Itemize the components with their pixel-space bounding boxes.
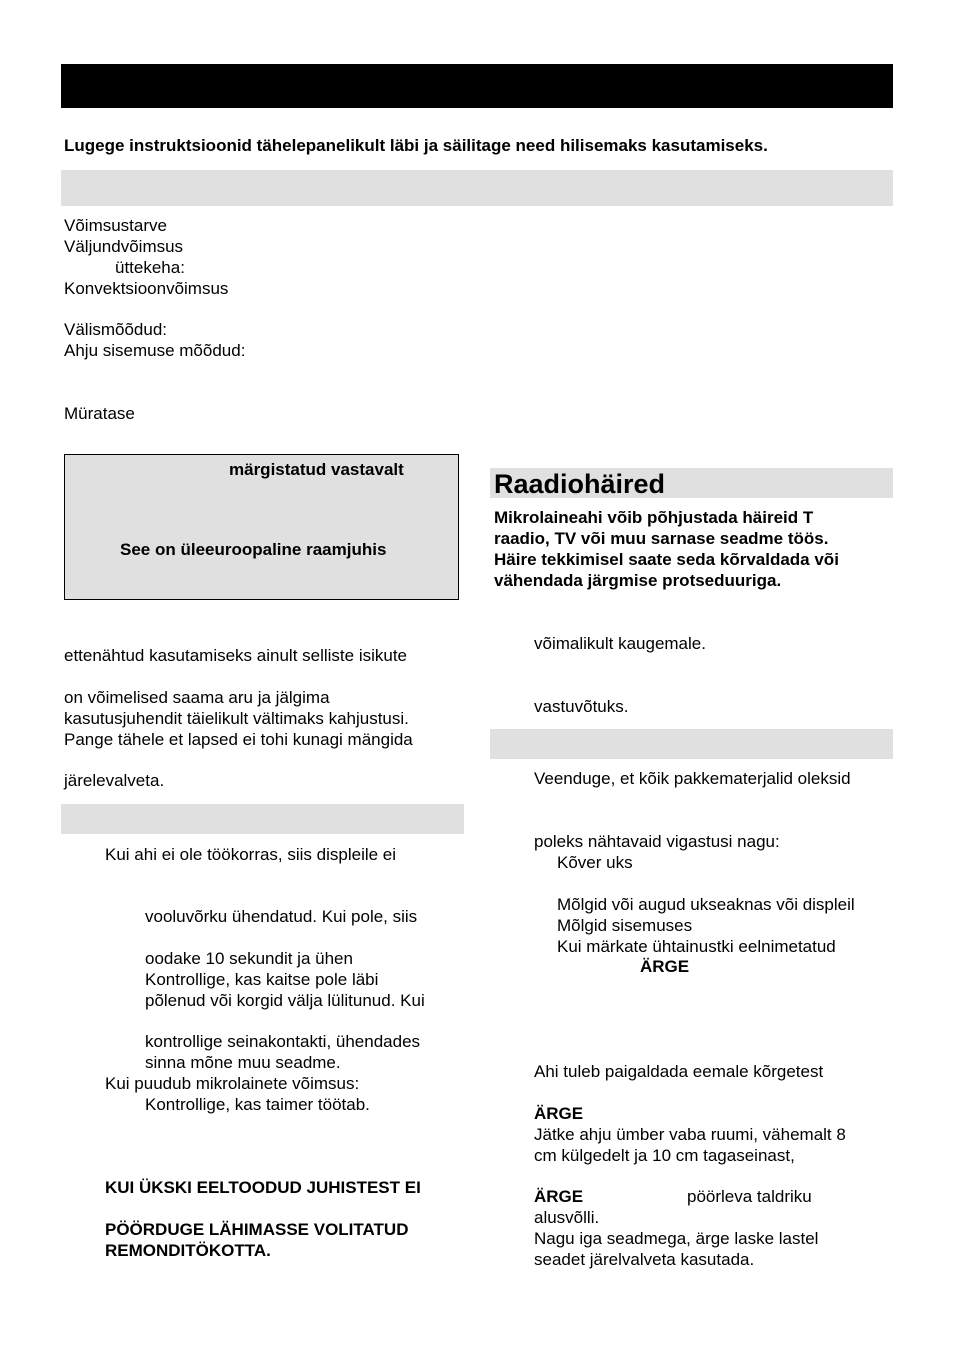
install-place-1: Ahi tuleb paigaldada eemale kõrgetest (534, 1062, 824, 1081)
install-space-2: cm külgedelt ja 10 cm tagaseinast, (534, 1146, 795, 1165)
install-item-3: Mõlgid sisemuses (557, 916, 693, 935)
spec-noise: Müratase (64, 404, 135, 423)
install-arge-1: ÄRGE (640, 957, 690, 976)
ts-step-2b: Kontrollige, kas kaitse pole läbi (145, 970, 379, 989)
notice-line-2: See on üleeuroopaline raamjuhis (120, 540, 387, 559)
radio-title: Raadiohäired (494, 469, 666, 499)
radio-para-2: raadio, TV või muu sarnase seadme töös. (494, 529, 829, 548)
usage-line-3: kasutusjuhendit täielikult vältimaks kahjustusi. (64, 709, 409, 728)
radio-step-2: vastuvõtuks. (534, 697, 629, 716)
spec-power-input: Võimsustarve (64, 216, 167, 235)
ts-step-3b: sinna mõne muu seadme. (145, 1053, 341, 1072)
intro-text: Lugege instruktsioonid tähelepanelikult läbi ja säilitage need hilisemaks kasutamiseks. (64, 136, 768, 155)
ts-step-2a: oodake 10 sekundit ja ühen (145, 949, 353, 968)
install-arge-3: ÄRGE (534, 1187, 584, 1206)
ts-warning-3: REMONDITÖKOTTA. (105, 1241, 271, 1260)
install-check-1: Veenduge, et kõik pakkematerjalid oleksid (534, 769, 851, 788)
spec-convection-power: Konvektsioonvõimsus (64, 279, 229, 298)
install-space-1: Jätke ahju ümber vaba ruumi, vähemalt 8 (534, 1125, 846, 1144)
install-item-4: Kui märkate ühtainustki eelnimetatud (557, 937, 836, 956)
radio-para-1: Mikrolaineahi võib põhjustada häireid T (494, 508, 814, 527)
install-section-bar (490, 729, 893, 759)
ts-display-issue: Kui ahi ei ole töökorras, siis displeile ei (105, 845, 397, 864)
radio-para-3: Häire tekkimisel saate seda kõrvaldada või (494, 550, 839, 569)
ts-step-2c: põlenud või korgid välja lülitunud. Kui (145, 991, 425, 1010)
usage-line-1: ettenähtud kasutamiseks ainult selliste isikute (64, 646, 408, 665)
ts-warning-2: PÖÖRDUGE LÄHIMASSE VOLITATUD (105, 1220, 409, 1239)
ts-no-power: Kui puudub mikrolainete võimsus: (105, 1074, 360, 1093)
install-children-2: seadet järelvalveta kasutada. (534, 1250, 755, 1269)
ts-step-4: Kontrollige, kas taimer töötab. (145, 1095, 370, 1114)
install-turntable: pöörleva taldriku (687, 1187, 812, 1206)
install-item-2: Mõlgid või augud ukseaknas või displeil (557, 895, 855, 914)
usage-line-5: järelevalveta. (64, 771, 165, 790)
install-children-1: Nagu iga seadmega, ärge laske lastel (534, 1229, 819, 1248)
usage-line-2: on võimelised saama aru ja jälgima (64, 688, 330, 707)
usage-line-4: Pange tähele et lapsed ei tohi kunagi mängida (64, 730, 413, 749)
troubleshooting-section-bar (61, 804, 464, 834)
install-arge-2: ÄRGE (534, 1104, 584, 1123)
install-check-2: poleks nähtavaid vigastusi nagu: (534, 832, 780, 851)
specs-section-bar (61, 170, 893, 206)
notice-line-1: märgistatud vastavalt (229, 460, 404, 479)
ts-step-1: vooluvõrku ühendatud. Kui pole, siis (145, 907, 418, 926)
ts-step-3a: kontrollige seinakontakti, ühendades (145, 1032, 421, 1051)
spec-outer-dims: Välismõõdud: (64, 320, 168, 339)
ts-warning-1: KUI ÜKSKI EELTOODUD JUHISTEST EI (105, 1178, 421, 1197)
spec-cavity-dims: Ahju sisemuse mõõdud: (64, 341, 246, 360)
install-shaft: alusvõlli. (534, 1208, 600, 1227)
radio-para-4: vähendada järgmise protseduuriga. (494, 571, 782, 590)
radio-step-1: võimalikult kaugemale. (534, 634, 706, 653)
spec-output-power: Väljundvõimsus (64, 237, 184, 256)
header-bar (61, 64, 893, 108)
spec-heating-element: üttekeha: (115, 258, 185, 277)
install-item-1: Kõver uks (557, 853, 633, 872)
